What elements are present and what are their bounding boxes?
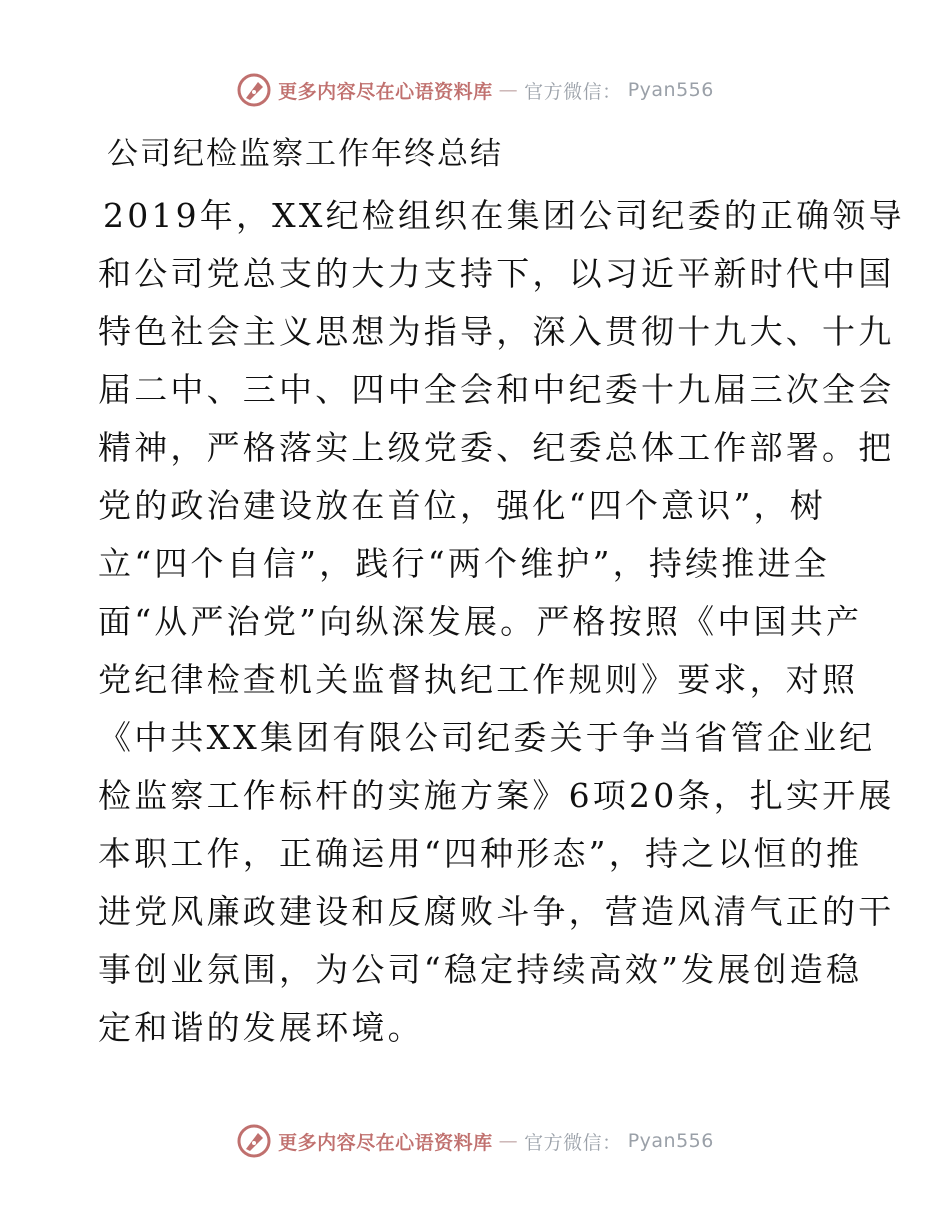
watermark-wechat-label: 官方微信： <box>524 80 622 103</box>
watermark-brand-text: 更多内容尽在心语资料库 <box>278 1131 493 1154</box>
paragraph-line: 定和谐的发展环境。 <box>98 1008 424 1047</box>
footer-watermark <box>0 1123 950 1159</box>
document-title: 公司纪检监察工作年终总结 <box>107 136 503 172</box>
watermark-separator: — <box>498 79 519 101</box>
header-watermark <box>0 72 950 108</box>
paragraph-line: 进党风廉政建设和反腐败斗争，营造风清气正的干 <box>98 892 895 931</box>
paragraph-line: 精神，严格落实上级党委、纪委总体工作部署。把 <box>98 428 895 467</box>
pen-nib-circle-logo-icon <box>236 72 272 108</box>
watermark-wechat-id: Pyan556 <box>627 79 714 101</box>
paragraph-line: 面“从严治党”向纵深发展。严格按照《中国共产 <box>98 602 863 641</box>
paragraph-line: 检监察工作标杆的实施方案》6项20条，扎实开展 <box>98 776 895 815</box>
watermark-wechat-label: 官方微信： <box>524 1131 622 1154</box>
watermark-brand-text: 更多内容尽在心语资料库 <box>278 80 493 103</box>
watermark-wechat-id: Pyan556 <box>627 1130 714 1152</box>
paragraph-line: 党纪律检查机关监督执纪工作规则》要求，对照 <box>98 660 859 699</box>
paragraph-line: 和公司党总支的大力支持下，以习近平新时代中国 <box>98 254 895 293</box>
paragraph-line: 本职工作，正确运用“四种形态”，持之以恒的推 <box>98 834 863 873</box>
paragraph-line: 届二中、三中、四中全会和中纪委十九届三次全会 <box>98 370 895 409</box>
pen-nib-circle-logo-icon <box>236 1123 272 1159</box>
watermark-separator: — <box>498 1130 519 1152</box>
paragraph-line: 《中共XX集团有限公司纪委关于争当省管企业纪 <box>98 718 876 757</box>
paragraph-line: 立“四个自信”，践行“两个维护”，持续推进全 <box>98 544 830 583</box>
paragraph-line: 党的政治建设放在首位，强化“四个意识”，树 <box>98 486 826 525</box>
paragraph-line: 特色社会主义思想为指导，深入贯彻十九大、十九 <box>98 312 895 351</box>
paragraph-line: 2019年，XX纪检组织在集团公司纪委的正确领导 <box>103 196 905 235</box>
paragraph-line: 事创业氛围，为公司“稳定持续高效”发展创造稳 <box>98 950 863 989</box>
